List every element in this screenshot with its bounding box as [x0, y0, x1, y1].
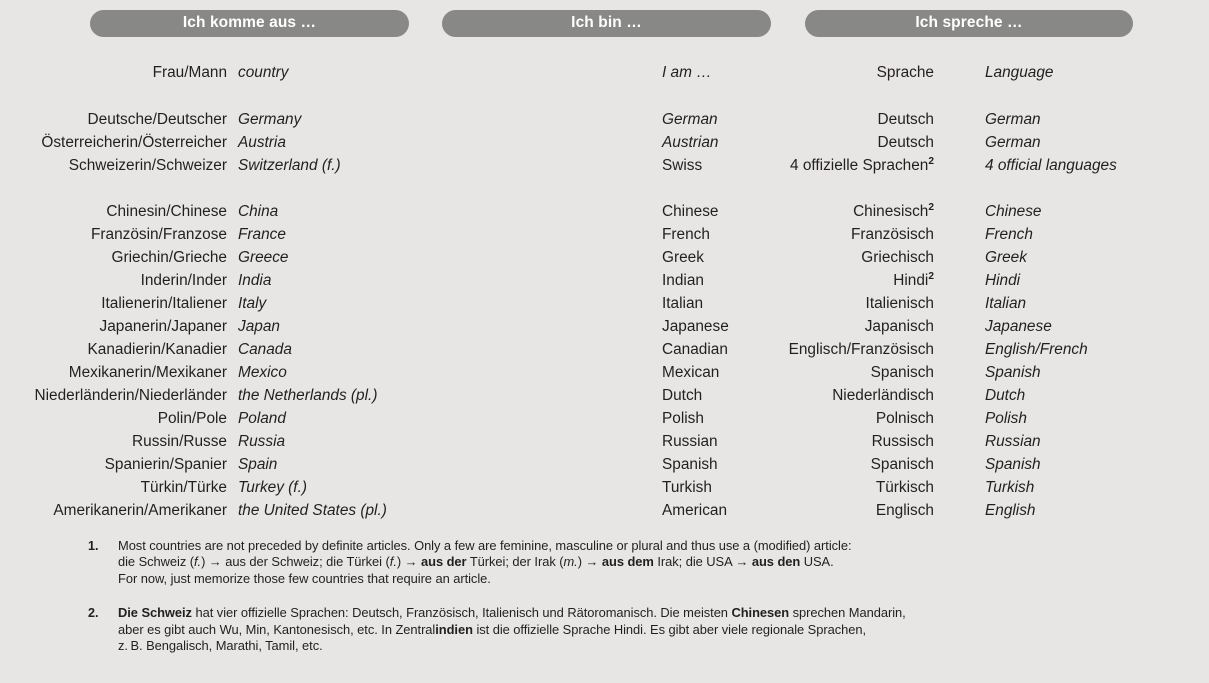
term-de: 4 offizielle Sprachen$^2$ [790, 155, 934, 174]
term-en: Dutch [662, 387, 703, 404]
term-de: Deutsche/Deutscher [87, 111, 227, 128]
term-en: Spanish [985, 456, 1041, 473]
term-en: China [238, 203, 279, 220]
term-de: Russisch [871, 433, 934, 450]
term-de: Sprache [876, 64, 934, 81]
term-en: Greek [662, 249, 704, 266]
term-en: Austria [238, 134, 286, 151]
vocabulary-row [0, 499, 1165, 522]
term-de: Englisch/Französisch [788, 341, 934, 358]
term-de: Deutsch [877, 134, 934, 151]
term-de: Japanerin/Japaner [99, 318, 227, 335]
footnote-marker: 2 [928, 270, 934, 282]
footnote-marker: 2 [928, 201, 934, 213]
term-en: Russia [238, 433, 286, 450]
term-en: Italy [238, 295, 267, 312]
term-en: India [238, 272, 272, 289]
vocabulary-row [0, 476, 1165, 499]
term-en: Italian [985, 295, 1027, 312]
vocabulary-row [0, 453, 1165, 476]
term-en: Spain [238, 456, 278, 473]
term-de: Spanierin/Spanier [104, 456, 227, 473]
term-en: Dutch [985, 387, 1026, 404]
term-en: Turkish [662, 479, 712, 496]
term-en: English [985, 502, 1036, 519]
term-en: Japanese [985, 318, 1052, 335]
term-de: Polin/Pole [157, 410, 227, 427]
term-en: American [662, 502, 728, 519]
vocabulary-row [0, 154, 1165, 177]
term-de: Mexikanerin/Mexikaner [68, 364, 227, 381]
footnote-line: Die Schweiz hat vier offizielle Sprachen: Deutsch, Französisch, Italienisch und Rätoromanisch. Die meisten Chinesen sprechen Mandarin, [118, 605, 906, 621]
term-de: Schweizerin/Schweizer [68, 157, 227, 174]
column-header-herkunft: Ich komme aus … [90, 10, 409, 37]
term-en: Greece [238, 249, 289, 266]
vocabulary-row [0, 338, 1165, 361]
term-en: Russian [985, 433, 1041, 450]
term-en: Japan [238, 318, 280, 335]
term-en: German [985, 134, 1041, 151]
term-de: Griechisch [861, 249, 934, 266]
vocabulary-row [0, 223, 1165, 246]
term-en: Chinese [985, 203, 1042, 220]
term-de: Hindi$^2$ [893, 270, 934, 289]
term-de: Französin/Franzose [90, 226, 227, 243]
term-en: Language [985, 64, 1054, 81]
term-de: Italienerin/Italiener [101, 295, 227, 312]
footnote-line: Most countries are not preceded by definite articles. Only a few are feminine, masculine or plural and thus use a (modified) article: [118, 538, 852, 553]
term-en: French [662, 226, 710, 243]
term-de: Niederländisch [832, 387, 934, 404]
term-de: Spanisch [870, 364, 934, 381]
term-de: Inderin/Inder [140, 272, 227, 289]
term-en: German [662, 111, 718, 128]
term-en: Indian [662, 272, 704, 289]
term-en: Poland [238, 410, 286, 427]
vocabulary-row [0, 361, 1165, 384]
term-en: France [238, 226, 286, 243]
vocabulary-row [0, 407, 1165, 430]
column-header-sprache: Ich spreche … [805, 10, 1133, 37]
term-de: Japanisch [864, 318, 934, 335]
footnote-line: aber es gibt auch Wu, Min, Kantonesisch, etc. In Zentralindien ist die offizielle Sprache Hindi. Es gibt aber viele regionale Sprachen, [118, 621, 866, 637]
term-de: Spanisch [870, 456, 934, 473]
term-de: Chinesisch$^2$ [853, 201, 934, 220]
term-de: Niederländerin/Niederländer [34, 387, 227, 404]
column-header-nationalitaet: Ich bin … [442, 10, 771, 37]
footnote-line: die Schweiz (f.) → aus der Schweiz; die Türkei (f.) → aus der Türkei; der Irak (m.) → aus dem Irak; die USA → aus den USA. [118, 554, 834, 570]
term-en: Spanish [662, 456, 718, 473]
term-en: Canadian [662, 341, 728, 358]
term-en: the Netherlands (pl.) [238, 387, 378, 404]
vocabulary-row [0, 292, 1165, 315]
term-en: English/French [985, 341, 1088, 358]
term-de: Amerikanerin/Amerikaner [53, 502, 227, 519]
term-de: Polnisch [875, 410, 934, 427]
term-en: Austrian [662, 134, 719, 151]
term-de: Kanadierin/Kanadier [87, 341, 227, 358]
term-de: Griechin/Grieche [111, 249, 227, 266]
vocabulary-row [0, 384, 1165, 407]
vocabulary-row [0, 108, 1165, 131]
term-en: Japanese [662, 318, 729, 335]
term-de: Türkin/Türke [140, 479, 227, 496]
term-en: Canada [238, 341, 292, 358]
term-en: 4 official languages [985, 157, 1117, 174]
term-en: Mexico [238, 364, 287, 381]
term-en: Turkish [985, 479, 1035, 496]
term-de: Österreicherin/Österreicher [41, 134, 227, 151]
term-en: Russian [662, 433, 718, 450]
vocabulary-row [0, 430, 1165, 453]
term-en: Hindi [985, 272, 1021, 289]
term-de: Italienisch [865, 295, 934, 312]
term-de: Französisch [851, 226, 934, 243]
term-en: Polish [985, 410, 1027, 427]
term-en: I am … [662, 64, 712, 81]
term-en: Spanish [985, 364, 1041, 381]
term-en: the United States (pl.) [238, 502, 387, 519]
term-de: Englisch [875, 502, 934, 519]
term-en: Swiss [662, 157, 703, 174]
vocabulary-row [0, 269, 1165, 292]
footnote-number: 1. [88, 539, 99, 553]
term-en: Switzerland (f.) [238, 157, 341, 174]
term-en: German [985, 111, 1041, 128]
term-en: Greek [985, 249, 1027, 266]
vocabulary-row [0, 315, 1165, 338]
term-de: Chinesin/Chinese [106, 203, 227, 220]
vocabulary-row [0, 246, 1165, 269]
vocabulary-row [0, 200, 1165, 223]
term-en: country [238, 64, 289, 81]
term-en: Italian [662, 295, 704, 312]
term-en: Polish [662, 410, 704, 427]
term-de: Deutsch [877, 111, 934, 128]
footnote-text [118, 538, 1188, 587]
vocabulary-caption-row [0, 61, 1165, 84]
footnote-line: For now, just memorize those few countries that require an article. [118, 570, 491, 586]
vocabulary-row [0, 131, 1165, 154]
footnote-text [118, 605, 1188, 654]
term-en: Chinese [662, 203, 719, 220]
footnote-number: 2. [88, 606, 99, 621]
footnote-marker: 2 [928, 155, 934, 167]
term-de: Frau/Mann [152, 64, 227, 81]
term-en: Germany [238, 111, 302, 128]
footnote-line: z. B. Bengalisch, Marathi, Tamil, etc. [118, 638, 323, 653]
term-de: Türkisch [875, 479, 934, 496]
term-en: French [985, 226, 1033, 243]
term-en: Turkey (f.) [238, 479, 307, 496]
term-en: Mexican [662, 364, 720, 381]
term-de: Russin/Russe [132, 433, 227, 450]
